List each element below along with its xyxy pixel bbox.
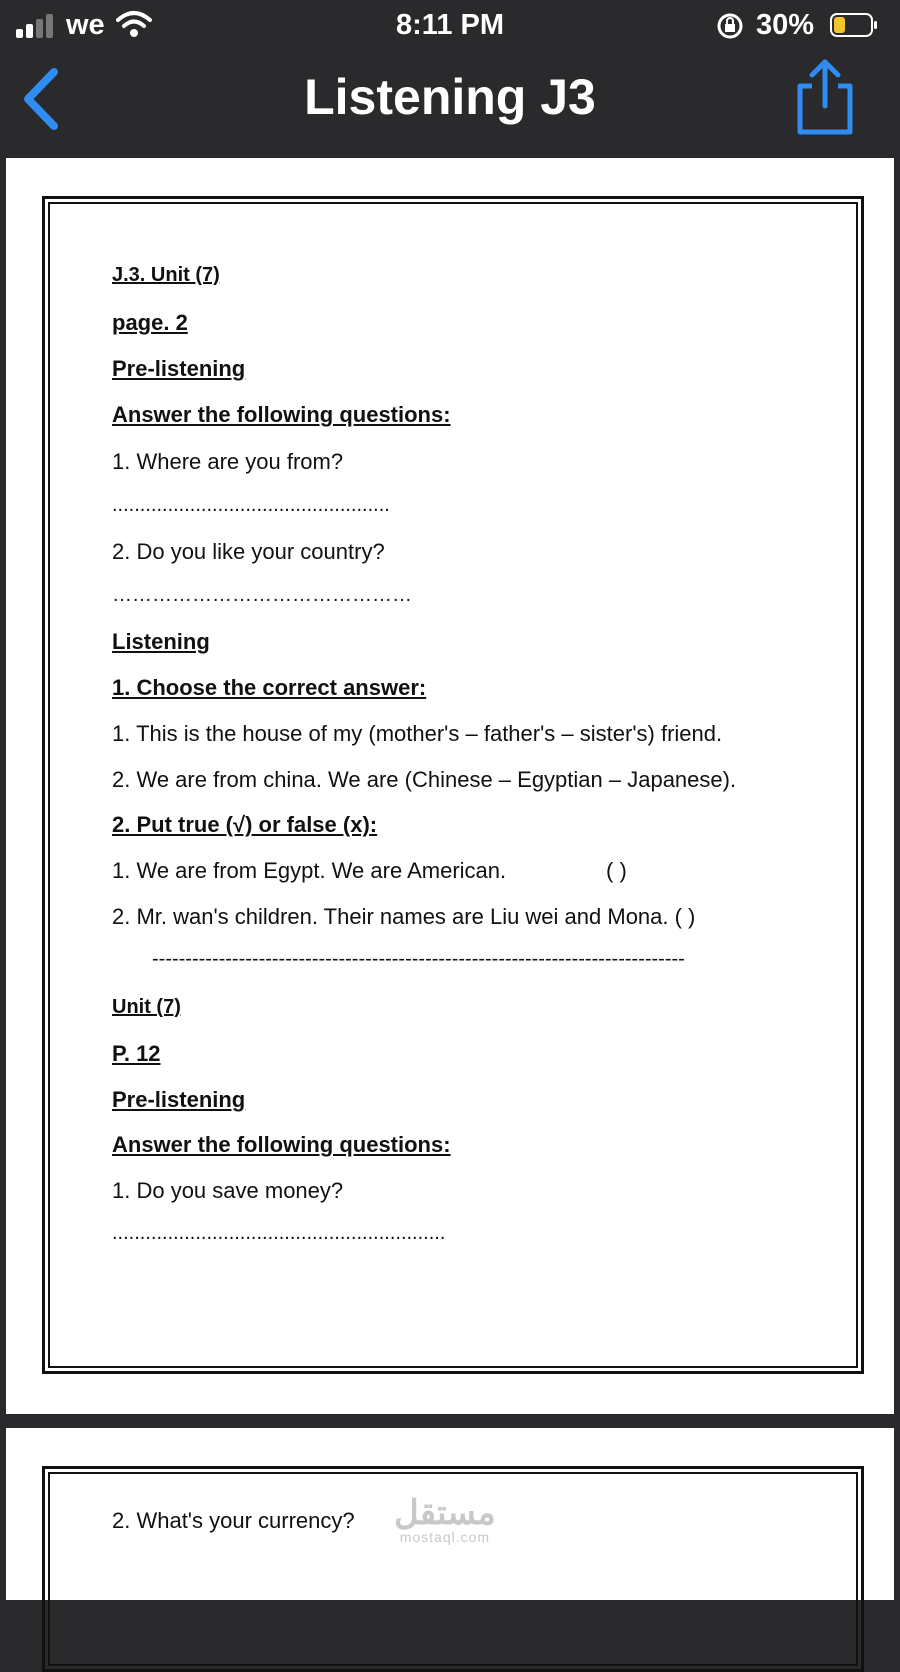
choice-item-1: 1. This is the house of my (mother's – father's – sister's) friend.: [112, 721, 723, 746]
answer-line-2: ………………………………………: [112, 584, 412, 606]
document-page-1: [6, 158, 894, 1414]
question-1: 1. Where are you from?: [112, 449, 344, 474]
true-false-heading: 2. Put true (√) or false (x):: [112, 812, 378, 837]
page-reference: page. 2: [112, 310, 188, 335]
question-3: 1. Do you save money?: [112, 1178, 344, 1203]
pre-listening-heading: Pre-listening: [112, 356, 246, 381]
true-false-item-1: 1. We are from Egypt. We are American.: [112, 858, 507, 883]
section-separator: --------------------------------------------------------------------------------: [152, 948, 685, 970]
answer-line-1: ..................................................: [112, 494, 390, 516]
page-reference-2: P. 12: [112, 1041, 161, 1066]
choice-item-2: 2. We are from china. We are (Chinese – Egyptian – Japanese).: [112, 767, 737, 792]
pre-listening-heading-2: Pre-listening: [112, 1087, 246, 1112]
navigation-bar: [0, 50, 900, 158]
battery-percentage: 30%: [756, 9, 815, 41]
status-bar: [0, 0, 900, 50]
share-button[interactable]: [790, 56, 860, 140]
status-time: 8:11 PM: [396, 9, 504, 41]
rotation-lock-icon: [716, 12, 744, 40]
question-4: 2. What's your currency?: [112, 1508, 355, 1533]
watermark-latin: mostaql.com: [399, 1529, 491, 1545]
answer-questions-heading: Answer the following questions:: [112, 402, 451, 427]
mostaql-watermark-logo: [394, 1496, 496, 1544]
answer-line-3: ............................................................: [112, 1222, 446, 1244]
page-title: Listening J3: [304, 69, 596, 125]
true-false-box-1: ( ): [606, 858, 627, 883]
answer-questions-heading-2: Answer the following questions:: [112, 1132, 451, 1157]
battery-icon: [830, 13, 878, 37]
watermark-arabic: مستقل: [394, 1494, 496, 1532]
document-page-2: [6, 1428, 894, 1600]
unit-heading: J.3. Unit (7): [112, 264, 220, 286]
listening-heading: Listening: [112, 629, 210, 654]
true-false-item-2: 2. Mr. wan's children. Their names are Liu wei and Mona. ( ): [112, 904, 696, 929]
unit-heading-2: Unit (7): [112, 996, 181, 1018]
question-2: 2. Do you like your country?: [112, 539, 385, 564]
carrier-name: we: [66, 9, 105, 41]
choose-answer-heading: 1. Choose the correct answer:: [112, 675, 427, 700]
